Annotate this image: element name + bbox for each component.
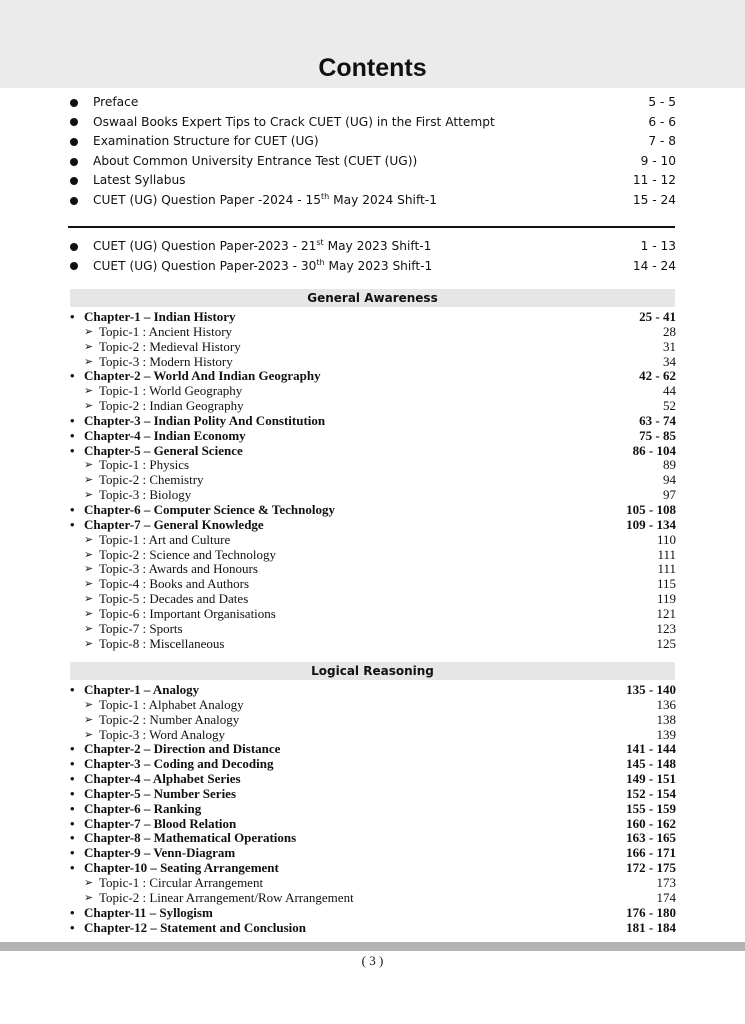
- contents-entry: [68, 257, 676, 277]
- topic-row: [68, 592, 676, 607]
- row-title: Topic-2 : Number Analogy: [99, 711, 240, 727]
- row-pages: 163 - 165: [626, 830, 676, 846]
- chapter-row: [68, 921, 676, 936]
- row-pages: 135 - 140: [626, 682, 676, 697]
- chapter-row: [68, 906, 676, 921]
- entry-title-end: May 2023 Shift-1: [324, 258, 433, 273]
- row-pages: 172 - 175: [626, 860, 676, 876]
- row-title: Chapter-10 – Seating Arrangement: [84, 860, 279, 876]
- arrow-bullet-icon: ➢: [84, 593, 94, 606]
- chapter-row: [68, 787, 676, 802]
- entry-pages: 6 - 6: [648, 114, 676, 129]
- contents-entry: [68, 113, 676, 133]
- general-awareness-list: [68, 310, 676, 651]
- bullet-icon: •: [70, 442, 75, 458]
- contents-entry: [68, 152, 676, 172]
- row-pages: 160 - 162: [626, 815, 676, 831]
- row-pages: 145 - 148: [626, 756, 676, 772]
- topic-row: [68, 698, 676, 713]
- row-pages: 115: [656, 576, 676, 592]
- row-title: Chapter-1 – Analogy: [84, 682, 200, 697]
- section-heading-general-awareness: General Awareness: [70, 289, 675, 307]
- bullet-icon: [70, 158, 78, 166]
- entry-title-start: CUET (UG) Question Paper-2023 - 21: [93, 239, 317, 253]
- arrow-bullet-icon: ➢: [84, 400, 94, 413]
- row-title: Chapter-5 – General Science: [84, 442, 243, 458]
- intro-list-b: [68, 237, 676, 276]
- chapter-row: [68, 518, 676, 533]
- row-pages: 28: [663, 323, 676, 339]
- row-pages: 52: [663, 398, 676, 414]
- row-pages: 105 - 108: [626, 501, 676, 517]
- row-title: Chapter-2 – World And Indian Geography: [84, 368, 321, 384]
- bullet-icon: •: [70, 756, 75, 772]
- row-pages: 149 - 151: [626, 771, 676, 787]
- row-title: Topic-2 : Medieval History: [99, 338, 241, 354]
- footer-bar: [0, 942, 745, 951]
- page-title: Contents: [318, 54, 427, 82]
- row-title: Topic-2 : Science and Technology: [99, 546, 276, 562]
- bullet-icon: •: [70, 830, 75, 846]
- topic-row: [68, 325, 676, 340]
- row-title: Topic-1 : Ancient History: [99, 323, 233, 339]
- topic-row: [68, 713, 676, 728]
- entry-title-start: CUET (UG) Question Paper-2023 - 30: [93, 258, 317, 273]
- row-pages: 138: [656, 711, 676, 727]
- arrow-bullet-icon: ➢: [84, 548, 94, 561]
- entry-title: [93, 191, 633, 211]
- entry-pages: 9 - 10: [640, 153, 676, 168]
- arrow-bullet-icon: ➢: [84, 713, 94, 726]
- row-pages: 94: [663, 472, 676, 488]
- entry-title: [93, 257, 633, 277]
- chapter-row: [68, 503, 676, 518]
- entry-pages: 15 - 24: [632, 192, 676, 207]
- entry-pages: 5 - 5: [648, 95, 676, 109]
- row-pages: 25 - 41: [639, 309, 676, 324]
- arrow-bullet-icon: ➢: [84, 340, 94, 353]
- entry-title-ordinal: th: [316, 257, 325, 267]
- bullet-icon: •: [70, 815, 75, 831]
- row-title: Chapter-7 – Blood Relation: [84, 815, 237, 831]
- entry-title-start: CUET (UG) Question Paper -2024 - 15: [93, 192, 322, 207]
- bullet-icon: •: [70, 785, 75, 801]
- chapter-row: [68, 429, 676, 444]
- logical-reasoning-list: [68, 683, 676, 935]
- chapter-row: [68, 772, 676, 787]
- row-pages: 136: [656, 696, 676, 712]
- contents-entry: [68, 237, 676, 257]
- topic-row: [68, 473, 676, 488]
- arrow-bullet-icon: ➢: [84, 891, 94, 904]
- topic-row: [68, 562, 676, 577]
- row-title: Topic-1 : Alphabet Analogy: [99, 696, 244, 712]
- chapter-row: [68, 757, 676, 772]
- row-pages: 89: [663, 457, 676, 473]
- row-title: Chapter-2 – Direction and Distance: [84, 741, 281, 757]
- row-pages: 121: [656, 605, 676, 621]
- arrow-bullet-icon: ➢: [84, 533, 94, 546]
- row-title: Chapter-3 – Indian Polity And Constitution: [84, 412, 326, 428]
- row-title: Topic-2 : Indian Geography: [99, 398, 244, 414]
- chapter-row: [68, 802, 676, 817]
- bullet-icon: [70, 138, 78, 146]
- entry-title: About Common University Entrance Test (CUET (UG)): [93, 153, 418, 168]
- arrow-bullet-icon: ➢: [84, 728, 94, 741]
- row-title: Topic-1 : Circular Arrangement: [99, 874, 264, 890]
- row-title: Topic-8 : Miscellaneous: [99, 635, 225, 651]
- row-pages: 110: [656, 531, 676, 547]
- row-title: Topic-3 : Modern History: [99, 353, 233, 369]
- topic-row: [68, 384, 676, 399]
- row-pages: 111: [657, 546, 676, 562]
- bullet-icon: •: [70, 516, 75, 532]
- bullet-icon: •: [70, 845, 75, 861]
- entry-pages: 11 - 12: [632, 173, 676, 188]
- bullet-icon: [70, 197, 78, 205]
- arrow-bullet-icon: ➢: [84, 698, 94, 711]
- topic-row: [68, 488, 676, 503]
- row-title: Chapter-1 – Indian History: [84, 309, 236, 324]
- row-pages: 31: [663, 338, 676, 354]
- chapter-row: [68, 861, 676, 876]
- row-title: Chapter-6 – Ranking: [84, 800, 202, 816]
- row-pages: 123: [656, 620, 676, 636]
- contents-entry: [68, 171, 676, 191]
- entry-title: [93, 237, 641, 257]
- row-title: Chapter-7 – General Knowledge: [84, 516, 264, 532]
- intro-list-a: [68, 93, 676, 211]
- topic-row: [68, 637, 676, 652]
- row-title: Chapter-12 – Statement and Conclusion: [84, 919, 306, 935]
- entry-pages: 7 - 8: [648, 134, 676, 149]
- topic-row: [68, 458, 676, 473]
- row-title: Chapter-11 – Syllogism: [84, 904, 213, 920]
- row-pages: 181 - 184: [626, 919, 676, 935]
- chapter-row: [68, 846, 676, 861]
- row-pages: 97: [663, 487, 676, 503]
- row-title: Chapter-3 – Coding and Decoding: [84, 756, 274, 772]
- topic-row: [68, 577, 676, 592]
- row-pages: 119: [656, 591, 676, 607]
- entry-title: Oswaal Books Expert Tips to Crack CUET (UG) in the First Attempt: [93, 114, 495, 129]
- row-title: Topic-6 : Important Organisations: [99, 605, 276, 621]
- arrow-bullet-icon: ➢: [84, 489, 94, 502]
- row-pages: 176 - 180: [626, 904, 676, 920]
- arrow-bullet-icon: ➢: [84, 563, 94, 576]
- bullet-icon: •: [70, 919, 75, 935]
- row-title: Topic-1 : World Geography: [99, 383, 243, 399]
- bullet-icon: •: [70, 904, 75, 920]
- contents-entry: [68, 132, 676, 152]
- chapter-row: [68, 369, 676, 384]
- row-pages: 34: [663, 353, 676, 369]
- row-pages: 166 - 171: [626, 845, 676, 861]
- row-title: Chapter-9 – Venn-Diagram: [84, 845, 236, 861]
- arrow-bullet-icon: ➢: [84, 459, 94, 472]
- page-number: ( 3 ): [361, 953, 384, 968]
- divider-rule: [68, 226, 675, 228]
- row-title: Topic-4 : Books and Authors: [99, 576, 250, 592]
- entry-title-end: May 2024 Shift-1: [329, 192, 437, 207]
- bullet-icon: [70, 99, 78, 107]
- bullet-icon: •: [70, 771, 75, 787]
- arrow-bullet-icon: ➢: [84, 637, 94, 650]
- bullet-icon: •: [70, 412, 75, 428]
- chapter-row: [68, 683, 676, 698]
- bullet-icon: •: [70, 427, 75, 443]
- arrow-bullet-icon: ➢: [84, 607, 94, 620]
- row-title: Topic-7 : Sports: [99, 620, 183, 636]
- topic-row: [68, 548, 676, 563]
- entry-title-ordinal: th: [321, 191, 330, 201]
- topic-row: [68, 533, 676, 548]
- row-pages: 44: [663, 383, 676, 399]
- arrow-bullet-icon: ➢: [84, 578, 94, 591]
- bullet-icon: •: [70, 501, 75, 517]
- chapter-row: [68, 414, 676, 429]
- topic-row: [68, 355, 676, 370]
- bullet-icon: [70, 177, 78, 185]
- row-title: Topic-3 : Biology: [99, 487, 192, 503]
- bullet-icon: •: [70, 860, 75, 876]
- bullet-icon: •: [70, 741, 75, 757]
- row-pages: 155 - 159: [626, 800, 676, 816]
- row-title: Chapter-5 – Number Series: [84, 785, 237, 801]
- row-pages: 174: [656, 889, 676, 905]
- topic-row: [68, 876, 676, 891]
- row-pages: 139: [656, 726, 676, 742]
- row-pages: 111: [657, 561, 676, 577]
- bullet-icon: •: [70, 682, 75, 697]
- arrow-bullet-icon: ➢: [84, 325, 94, 338]
- row-title: Topic-3 : Word Analogy: [99, 726, 225, 742]
- row-title: Topic-5 : Decades and Dates: [99, 591, 249, 607]
- entry-title: Latest Syllabus: [93, 173, 186, 188]
- row-title: Chapter-4 – Indian Economy: [84, 427, 246, 443]
- row-pages: 109 - 134: [626, 516, 676, 532]
- row-title: Chapter-4 – Alphabet Series: [84, 771, 241, 787]
- row-title: Chapter-6 – Computer Science & Technology: [84, 501, 335, 517]
- topic-row: [68, 340, 676, 355]
- row-pages: 86 - 104: [632, 442, 676, 458]
- topic-row: [68, 622, 676, 637]
- row-title: Topic-1 : Art and Culture: [99, 531, 231, 547]
- arrow-bullet-icon: ➢: [84, 385, 94, 398]
- entry-title-ordinal: st: [316, 237, 324, 247]
- arrow-bullet-icon: ➢: [84, 622, 94, 635]
- contents-entry: [68, 191, 676, 211]
- chapter-row: [68, 310, 676, 325]
- row-pages: 141 - 144: [626, 741, 676, 757]
- bullet-icon: •: [70, 368, 75, 384]
- section-heading-logical-reasoning: Logical Reasoning: [70, 662, 675, 680]
- entry-title: Examination Structure for CUET (UG): [93, 134, 319, 149]
- bullet-icon: •: [70, 309, 75, 324]
- topic-row: [68, 728, 676, 743]
- row-title: Topic-2 : Chemistry: [99, 472, 204, 488]
- entry-pages: 14 - 24: [632, 258, 676, 273]
- row-pages: 173: [656, 874, 676, 890]
- bullet-icon: [70, 243, 78, 251]
- row-pages: 75 - 85: [639, 427, 676, 443]
- topic-row: [68, 891, 676, 906]
- bullet-icon: •: [70, 800, 75, 816]
- row-title: Chapter-8 – Mathematical Operations: [84, 830, 297, 846]
- row-pages: 125: [656, 635, 676, 651]
- row-title: Topic-3 : Awards and Honours: [99, 561, 258, 577]
- bullet-icon: [70, 118, 78, 126]
- entry-pages: 1 - 13: [640, 239, 676, 253]
- bullet-icon: [70, 262, 78, 270]
- chapter-row: [68, 831, 676, 846]
- row-pages: 42 - 62: [639, 368, 676, 384]
- chapter-row: [68, 817, 676, 832]
- chapter-row: [68, 742, 676, 757]
- row-title: Topic-2 : Linear Arrangement/Row Arrangement: [99, 889, 354, 905]
- arrow-bullet-icon: ➢: [84, 474, 94, 487]
- topic-row: [68, 607, 676, 622]
- contents-entry: [68, 93, 676, 113]
- row-title: Topic-1 : Physics: [99, 457, 190, 473]
- entry-title-end: May 2023 Shift-1: [323, 239, 432, 253]
- arrow-bullet-icon: ➢: [84, 355, 94, 368]
- chapter-row: [68, 444, 676, 459]
- topic-row: [68, 399, 676, 414]
- arrow-bullet-icon: ➢: [84, 876, 94, 889]
- row-pages: 63 - 74: [639, 412, 676, 428]
- row-pages: 152 - 154: [626, 785, 676, 801]
- entry-title: Preface: [93, 95, 139, 109]
